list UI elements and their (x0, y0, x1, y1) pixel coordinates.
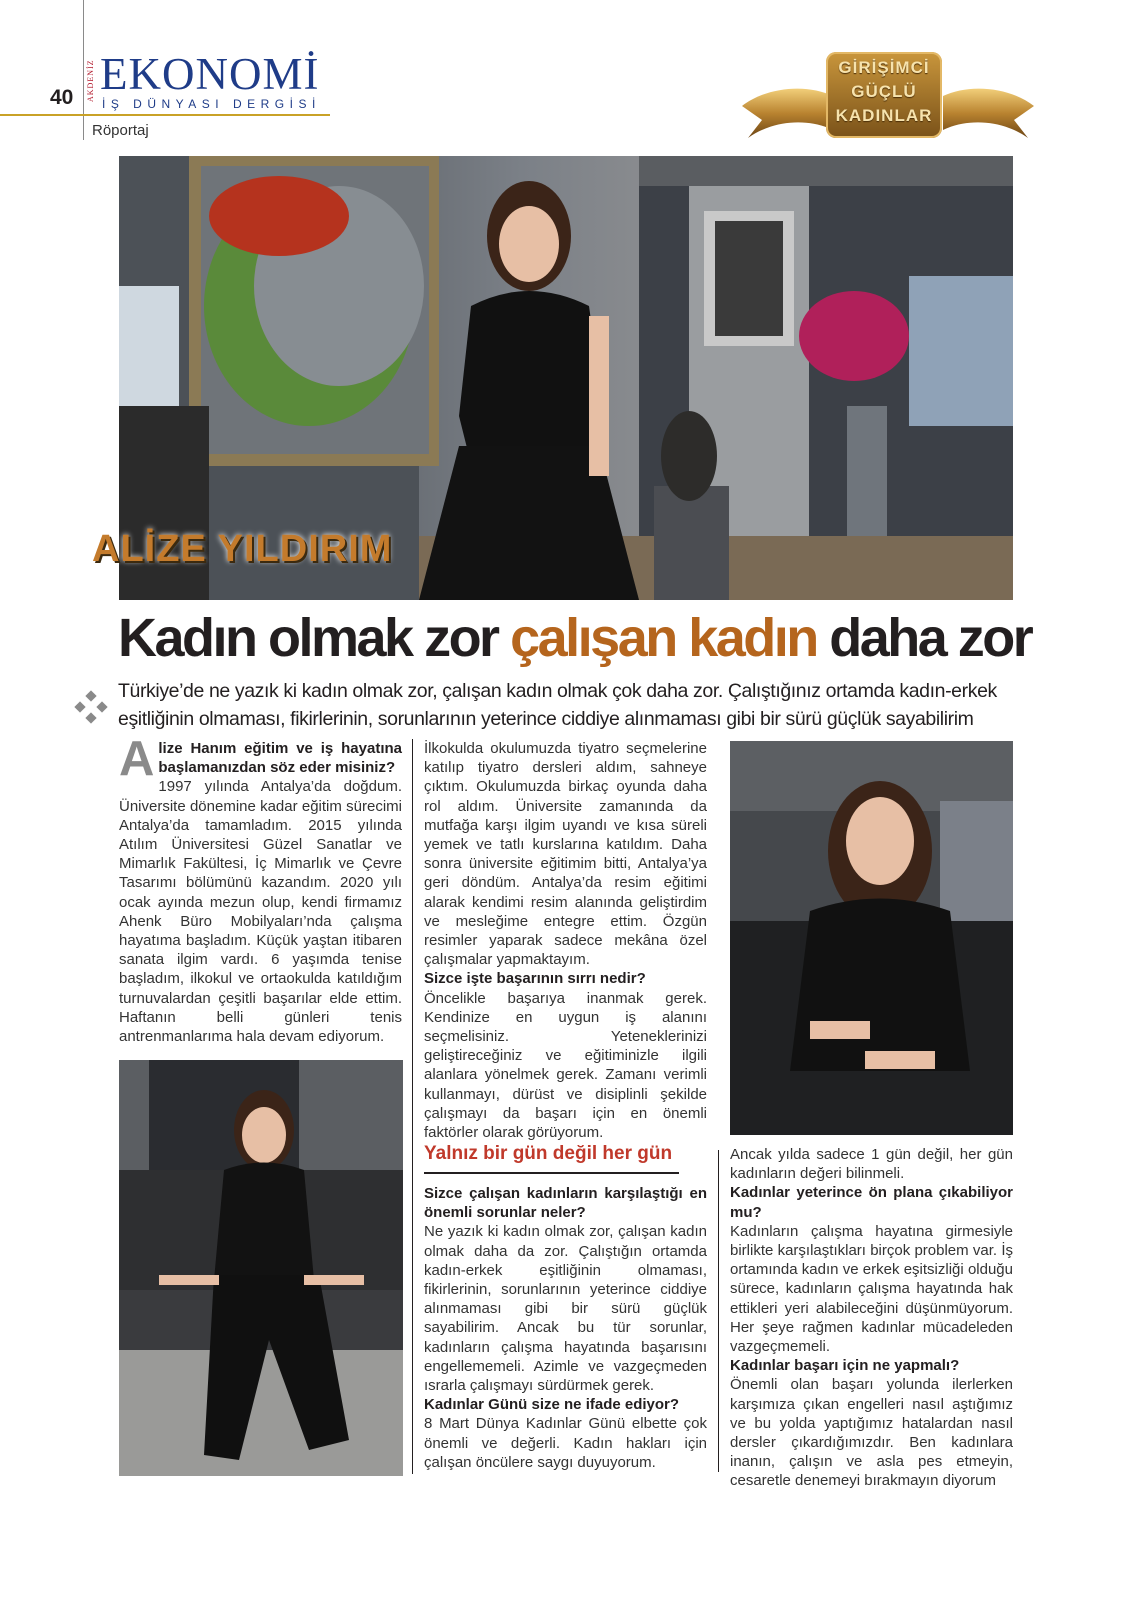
magazine-subtitle: İŞ DÜNYASI DERGİSİ (102, 97, 321, 111)
lead-line-1: Türkiye’de ne yazık ki kadın olmak zor, çalışan kadın olmak çok daha zor. Çalıştığınız ortamda kadın-erkek (118, 680, 997, 702)
column-divider-2 (718, 1150, 719, 1472)
logo-vertical-label: AKDENİZ (86, 59, 95, 103)
article-column-3 (730, 1145, 1013, 1491)
column-divider-1 (412, 739, 413, 1474)
question-2: Sizce işte başarının sırrı nedir? (424, 970, 646, 988)
answer-1-continued: İlkokulda okulumuzda tiyatro seçmelerine katılıp tiyatro dersleri aldım, sahneye çıktım. Okulumuzda birkaç oyunda daha rol aldım. Üniversite zamanında da mutfağa karşı ilgim uyandı ve kısa süreli yemek ve tatlı kurslarına katıldım. Daha sonra üniversite eğitimim bitti, Antalya’ya geri döndüm. Antalya’da resim eğitimi alarak kendimi resim alanında geliştirdim ve mesleğime entegre ettim. Özgün resimler yaparak sadece mekâna özel çalışmalar yapmaktayım. (424, 740, 707, 969)
headline-part-2: daha zor (816, 608, 1032, 668)
subheading: Yalnız bir gün değil her gün (424, 1143, 673, 1164)
badge-line-3: KADINLAR (835, 106, 933, 125)
ornament-diamond-icon (74, 690, 108, 724)
header-vertical-rule (83, 0, 84, 140)
article-column-2 (424, 739, 707, 1142)
answer-4-continued: Ancak yılda sadece 1 gün değil, her gün kadınların değeri bilinmeli. (730, 1146, 1013, 1183)
answer-5: Kadınların çalışma hayatına girmesiyle birlikte karşılaştıkları birçok problem var. İş ortamında kadın ve erkek eşitsizliği olduğu sürece, kadınların çalışma hayatında hak ettikleri yeri alabileceğini düşünmüyorum. Her şeye rağmen kadınlar mücadeleden vazgeçmemeli. (730, 1222, 1013, 1356)
question-3: Sizce çalışan kadınların karşılaştığı en önemli sorunlar neler? (424, 1185, 707, 1222)
portrait-photo (730, 741, 1013, 1135)
question-6: Kadınlar başarı için ne yapmalı? (730, 1357, 960, 1375)
page-number: 40 (50, 86, 74, 109)
answer-2: Öncelikle başarıya inanmak gerek. Kendinize en uygun iş alanını seçmelisiniz. Yeteneklerinizi geliştireceğiniz ve eğitiminizle ilgili alanlara yönelmek gerek. Zamanı verimli kullanmayı, dürüst ve disiplinli şekilde çalışmayı da başarı için en önemli faktörler olarak görüyorum. (424, 989, 707, 1142)
article-column-1 (119, 732, 402, 1046)
answer-3: Ne yazık ki kadın olmak zor, çalışan kadın olmak daha da zor. Çalıştığın ortamda kadın-erkek eşitliğinin olmaması, fikirlerinin, sorunlarının yeterince ciddiye alınmaması gibi bir sürü güçlük sayabilirim. Ancak bu tür sorunlar, kadınların çalışma hayatında başarısını engellememeli. Azimle ve vazgeçmeden ısrarla çalışmayı sürdürmek gerek. (424, 1223, 707, 1395)
badge-line-1: GİRİŞİMCİ (838, 58, 930, 77)
answer-4: 8 Mart Dünya Kadınlar Günü elbette çok önemli ve değerli. Kadın hakları için çalışan öncülere saygı duyuyorum. (424, 1415, 707, 1471)
section-label: Röportaj (92, 122, 149, 139)
headline-part-1: Kadın olmak zor (118, 608, 511, 668)
article-column-2-lower (424, 1184, 707, 1472)
interviewee-name: ALİZE YILDIRIM (92, 528, 393, 570)
sitting-photo (119, 1060, 403, 1476)
headline (118, 607, 1031, 669)
lead-paragraph (118, 677, 1023, 733)
lead-line-2: eşitliğinin olmaması, fikirlerinin, sorunlarının yeterince ciddiye alınmaması gibi bir sürü güçlük sayabilirim (118, 708, 974, 730)
question-4: Kadınlar Günü size ne ifade ediyor? (424, 1396, 680, 1414)
magazine-logo: EKONOMİ (100, 49, 320, 99)
question-1: lize Hanım eğitim ve iş hayatına başlamanızdan söz eder misiniz? (158, 740, 402, 777)
question-5: Kadınlar yeterince ön plana çıkabiliyor mu? (730, 1184, 1013, 1221)
dropcap: A (119, 732, 155, 786)
answer-6: Önemli olan başarı yolunda ilerlerken karşımıza çıkan engelleri nasıl aştığımız ve bu yolda yaptığımız hatalardan nasıl dersler çıkardığımızdır. Ben kadınlara inanın, çalışın ve asla pes etmeyin, cesaretle denemeyi bırakmayın diyorum (730, 1376, 1013, 1490)
sitting-photo-illustration (119, 1060, 403, 1476)
portrait-photo-illustration (730, 741, 1013, 1135)
badge-line-2: GÜÇLÜ (851, 82, 917, 101)
header-gold-rule (0, 114, 330, 116)
headline-highlight: çalışan kadın (510, 608, 817, 668)
subheading-rule (424, 1172, 679, 1174)
answer-1: 1997 yılında Antalya’da doğdum. Üniversite dönemine kadar eğitim sürecimi Antalya’da tamamladım. 2015 yılında Atılım Üniversitesi Güzel Sanatlar ve Mimarlık Fakültesi, İç Mimarlık ve Çevre Tasarımı bölümünü kazandım. 2020 yılı ocak ayında mezun olup, kendi firmamız Ahenk Büro Mobilyaları’nda çalışma hayatıma başladım. Küçük yaştan itibaren sanata ilgim vardı. 6 yaşımda tenise başladım, ilkokul ve ortaokulda katıldığım turnuvalardan çeşitli başarılar elde ettim. Haftanın belli günleri tenis antrenmanlarıma hala devam ediyorum. (119, 778, 402, 1046)
girisimci-badge (738, 46, 1038, 146)
